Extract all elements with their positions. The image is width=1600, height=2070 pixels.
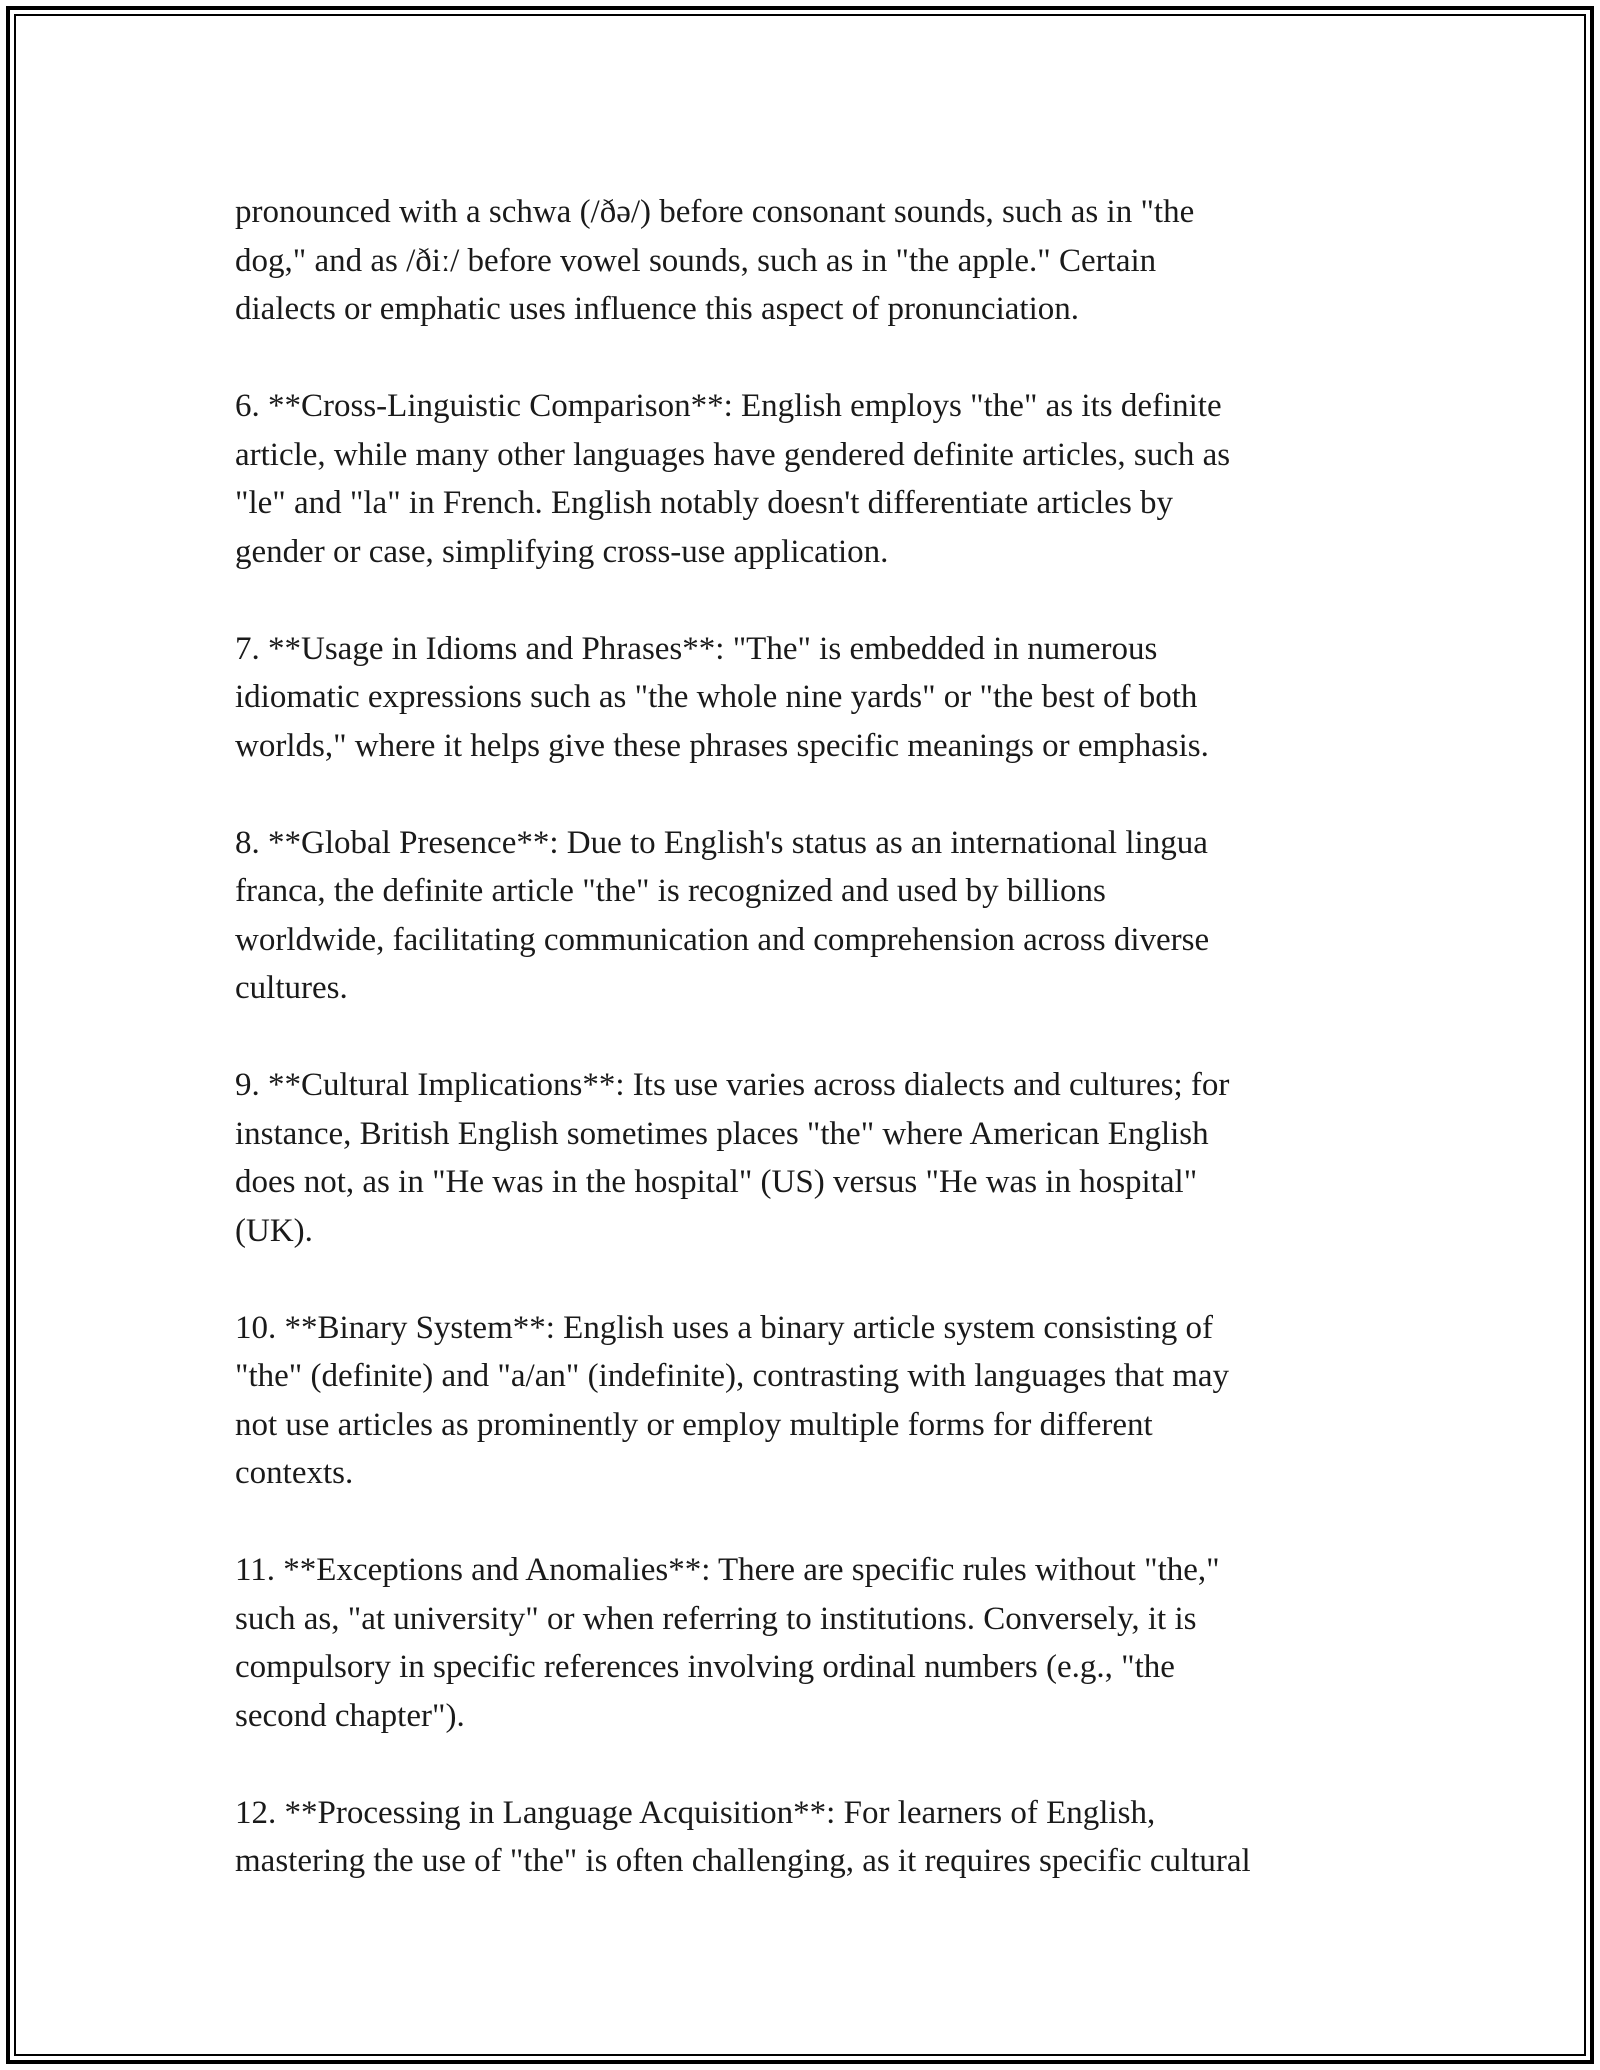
paragraph-item-12-acquisition: 12. **Processing in Language Acquisition**: For learners of English, mastering the use of "the" is often challenging, as it requires specific cultural — [235, 1794, 1251, 1879]
paragraph-item-6-cross-linguistic: 6. **Cross-Linguistic Comparison**: English employs "the" as its definite article, while many other languages have gendered definite articles, such as "le" and "la" in French. English notably doesn't differentiate articles by gender or case, simplifying cross-use application. — [235, 388, 1231, 570]
document-body — [235, 188, 1405, 1934]
paragraph-item-11-exceptions: 11. **Exceptions and Anomalies**: There are specific rules without "the," such as, "at university" or when referring to institutions. Conversely, it is compulsory in specific references involving ordinal numbers (e.g., "the second chapter"). — [235, 1552, 1220, 1734]
paragraph-item-10-binary-system: 10. **Binary System**: English uses a binary article system consisting of "the" (definite) and "a/an" (indefinite), contrasting with languages that may not use articles as prominently or employ multiple forms for different contexts. — [235, 1309, 1230, 1491]
paragraph-item-8-global-presence: 8. **Global Presence**: Due to English's status as an international lingua franca, the definite article "the" is recognized and used by billions worldwide, facilitating communication and comprehension across diverse cultures. — [235, 824, 1210, 1006]
paragraph-item-7-idioms: 7. **Usage in Idioms and Phrases**: "The" is embedded in numerous idiomatic expressions such as "the whole nine yards" or "the best of both worlds," where it helps give these phrases specific meanings or emphasis. — [235, 630, 1209, 764]
paragraph-item-9-cultural: 9. **Cultural Implications**: Its use varies across dialects and cultures; for instance, British English sometimes places "the" where American English does not, as in "He was in the hospital" (US) versus "He was in hospital" (UK). — [235, 1067, 1230, 1249]
paragraph-pronunciation-continued: pronounced with a schwa (/ðə/) before consonant sounds, such as in "the dog," and as /ðiː/ before vowel sounds, such as in "the apple." Certain dialects or emphatic uses influence this aspect of pronunciation. — [235, 194, 1195, 327]
